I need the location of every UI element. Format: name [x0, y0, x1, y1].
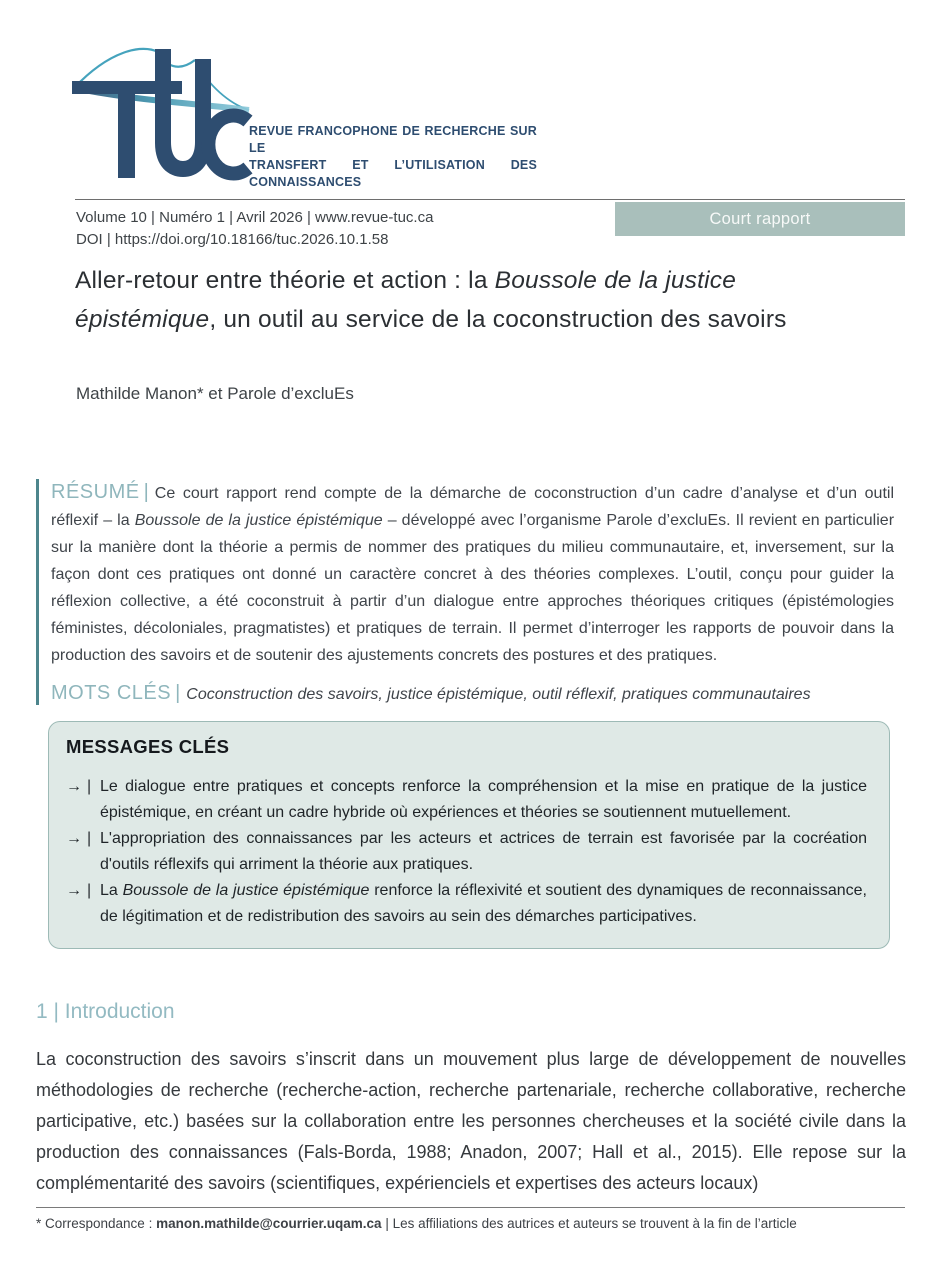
- bullet-divider: |: [87, 778, 92, 795]
- keywords-label: MOTS CLÉS: [51, 682, 172, 704]
- key-message-text-run: L'appropriation des connaissances par les acteurs et actrices de terrain est favorisée par la cocréation d'outils réflexifs qui arriment la théorie aux pratiques.: [100, 830, 867, 873]
- key-message-text-run-end: renforce la réflexivité et soutient des dynamiques de reconnaissance, de légitimation et de redistribution des savoirs au sein des démarches participatives.: [100, 882, 868, 925]
- key-messages-title: MESSAGES CLÉS: [66, 736, 230, 757]
- arrow-right-icon: →: [66, 830, 82, 847]
- title-italic-text: Boussole de la justice épistémique: [75, 267, 737, 333]
- footer-divider: [36, 1207, 905, 1208]
- keywords-line: [51, 682, 894, 705]
- correspondence-note: [36, 1216, 797, 1231]
- keywords-label-separator: |: [175, 682, 181, 704]
- abstract-label: RÉSUMÉ: [51, 481, 140, 503]
- tuc-logo-icon: [70, 42, 255, 187]
- section-heading-introduction: 1 | Introduction: [36, 1000, 175, 1023]
- arrow-right-icon: →: [66, 778, 82, 795]
- article-title: [75, 262, 880, 339]
- keywords-text: Coconstruction des savoirs, justice épistémique, outil réflexif, pratiques communautaires: [186, 686, 811, 703]
- abstract-paragraph: [51, 479, 894, 669]
- key-message-text: [100, 878, 867, 930]
- volume-line: Volume 10 | Numéro 1 | Avril 2026 | www.revue-tuc.ca: [76, 209, 434, 226]
- key-message-italic-run: Boussole de la justice épistémique: [122, 882, 370, 899]
- key-message-item: [66, 774, 867, 826]
- introduction-paragraph: La coconstruction des savoirs s’inscrit dans un mouvement plus large de développement de nouvelles méthodologies de recherche (recherche-action, recherche partenariale, recherche collaborative, recherche participative, etc.) basées sur la collaboration entre les personnes chercheuses et la société civile dans la production des connaissances (Fals-Borda, 1988; Anadon, 2007; Hall et al., 2015). Elle repose sur la complémentarité des savoirs (scientifiques, expérienciels et expertises des acteurs locaux): [36, 1049, 906, 1193]
- abstract-text-end: – développé avec l’organisme Parole d’excluEs. Il revient en particulier sur la manière dont la théorie a permis de nommer des pratiques du milieu communautaire, et, inversement, sur la façon dont ces pratiques ont donné un caractère concret à des théories complexes. L’outil, conçu pour guider la réflexion collective, a été coconstruit à partir d’un dialogue entre approches théoriques critiques (épistémologies féministes, décoloniales, pragmatistes) et pratiques de terrain. Il permet d’interroger les rapports de pouvoir dans la production des savoirs et de soutenir des ajustements concrets des postures et des pratiques.: [51, 512, 895, 664]
- key-messages-box: [48, 721, 890, 949]
- key-message-text: [100, 826, 867, 878]
- correspondence-email: manon.mathilde@courrier.uqam.ca: [156, 1216, 382, 1231]
- key-message-item: [66, 826, 867, 878]
- header-divider: [75, 199, 905, 200]
- key-message-text-run: Le dialogue entre pratiques et concepts renforce la compréhension et la mise en pratique de la justice épistémique, en créant un cadre hybride où expériences et théories se soutiennent mutuellement.: [100, 778, 867, 821]
- key-message-item: [66, 878, 867, 930]
- abstract-label-separator: |: [143, 481, 149, 503]
- abstract-section: [36, 479, 894, 705]
- key-message-text: [100, 774, 867, 826]
- journal-name-line1: REVUE FRANCOPHONE DE RECHERCHE SUR LE: [249, 124, 537, 155]
- journal-name: [249, 123, 537, 191]
- authors-line: Mathilde Manon* et Parole d’excluEs: [76, 384, 354, 403]
- issue-info: [76, 207, 433, 251]
- arrow-right-icon: →: [66, 882, 82, 899]
- abstract-italic-text: Boussole de la justice épistémique: [134, 512, 383, 529]
- key-message-text-run: La: [100, 882, 123, 899]
- article-type-label: Court rapport: [709, 209, 811, 228]
- article-type-badge: [615, 202, 905, 236]
- bullet-divider: |: [87, 830, 92, 847]
- correspondence-prefix: * Correspondance :: [36, 1216, 157, 1231]
- title-text: Aller-retour entre théorie et action : la: [75, 267, 495, 294]
- title-text-end: , un outil au service de la coconstruction des savoirs: [209, 305, 787, 333]
- abstract-text: Ce court rapport rend compte de la démarche de coconstruction d’un cadre d’analyse et d’un outil réflexif – la: [51, 485, 894, 529]
- doi-line: DOI | https://doi.org/10.18166/tuc.2026.10.1.58: [76, 231, 389, 248]
- journal-name-line2: TRANSFERT ET L’UTILISATION DES CONNAISSANCES: [249, 158, 537, 189]
- correspondence-suffix: | Les affiliations des autrices et auteurs se trouvent à la fin de l’article: [381, 1216, 797, 1231]
- bullet-divider: |: [87, 882, 92, 899]
